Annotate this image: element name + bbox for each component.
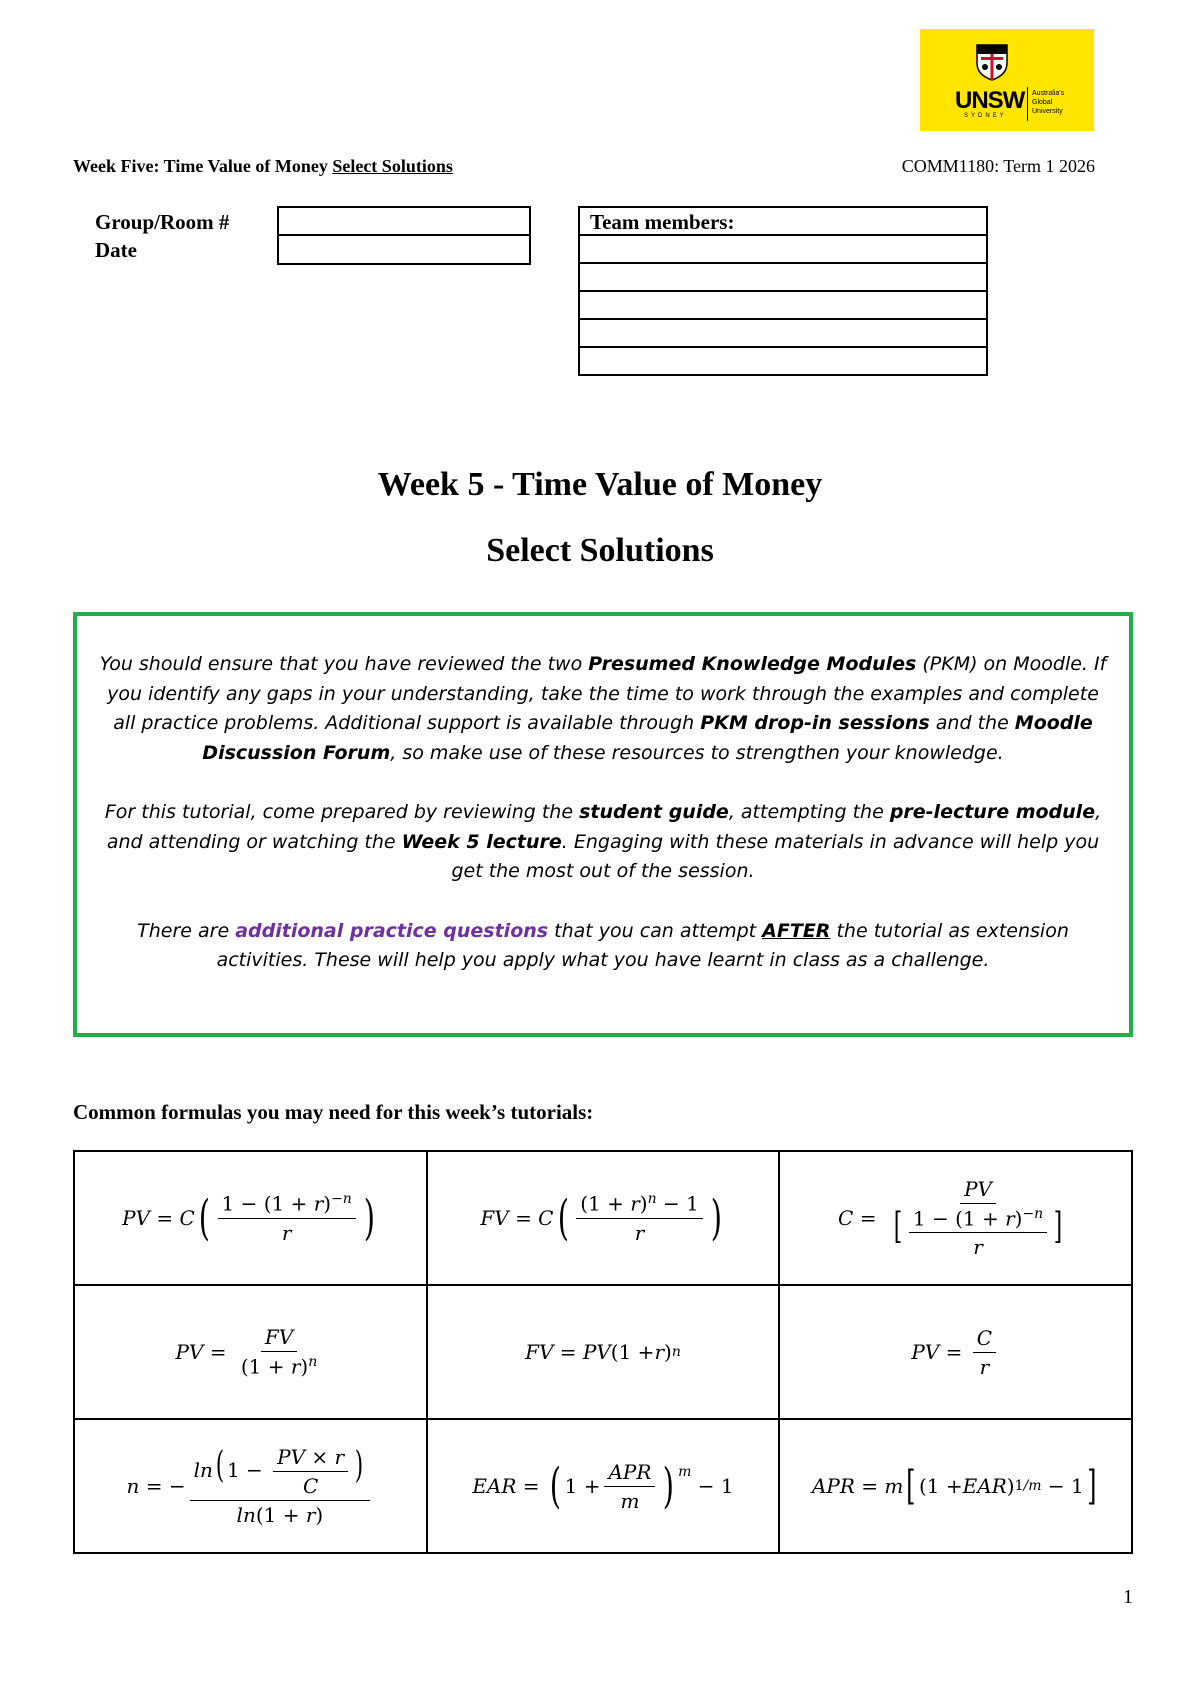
notice-emphasis: Moodle Discussion Forum [202, 712, 1093, 764]
unsw-logo [920, 29, 1094, 131]
notice-text: , attempting the [728, 801, 890, 823]
course-code: COMM1180: Term 1 2026 [901, 156, 1095, 176]
formula-perpetuity: PV = $\frac{C}{r}$ [779, 1285, 1132, 1419]
header-title-underlined: Select Solutions [332, 156, 453, 176]
team-header-row [578, 206, 988, 236]
notice-text: that you can attempt [548, 919, 763, 942]
logo-brand: UNSW [955, 87, 1025, 114]
notice-emphasis: Week 5 lecture [401, 830, 562, 853]
notice-emphasis-after: AFTER [762, 919, 831, 942]
notice-box [73, 612, 1133, 1037]
notice-paragraph-2 [97, 798, 1109, 887]
team-member-field[interactable] [578, 264, 988, 292]
notice-paragraph-1 [97, 650, 1109, 768]
notice-text: . Engaging with these materials in advance will help you get the most out of the session. [451, 830, 1100, 882]
date-label: Date [95, 238, 137, 262]
page-subtitle: Select Solutions [486, 532, 714, 569]
formula-pv-single: PV = $\frac{FV}{(1 + r)^n}$ [74, 1285, 427, 1419]
formula-pv-annuity: PV = C ( $\frac{1 - (1 + r)^{-n}}{r}$ ) [74, 1151, 427, 1285]
notice-emphasis: Presumed Knowledge Modules [588, 653, 917, 675]
additional-practice-link: additional practice questions [235, 919, 549, 942]
formula-fv-annuity: FV = C ( $\frac{(1 + r)^n - 1}{r}$ ) [427, 1151, 780, 1285]
logo-tagline [1032, 89, 1064, 116]
team-header: Team members: [590, 210, 735, 234]
notice-text: There are [137, 919, 236, 942]
notice-text: (PKM) on Moodle. If you identify any gaps in your understanding, take the time to work through the examples and complete all practice problems. Additional support is available through [107, 653, 1107, 734]
document-header-left [73, 156, 453, 177]
notice-text: You should ensure that you have reviewed the two [99, 653, 589, 675]
group-room-label: Group/Room # [95, 210, 230, 234]
notice-text: , and attending or watching the [106, 801, 1102, 853]
group-room-field[interactable] [277, 206, 531, 236]
formula-annuity-payment: C = PV [ $\frac{1 - (1 + r)^{-n}}{r}$ ] [779, 1151, 1132, 1285]
logo-tag-line: Global [1032, 99, 1053, 106]
notice-paragraph-3 [97, 917, 1109, 976]
formula-number-of-periods: n = − ln( 1 − $\frac{PV \times r}{C}$ ) ln(1 + r) [74, 1419, 427, 1553]
logo-tag-line: Australia's [1032, 90, 1065, 97]
formulas-heading: Common formulas you may need for this week’s tutorials: [73, 1100, 594, 1124]
team-member-field[interactable] [578, 348, 988, 376]
notice-text: and the [929, 712, 1015, 734]
team-members-table [578, 206, 988, 376]
team-member-field[interactable] [578, 236, 988, 264]
page-title: Week 5 - Time Value of Money [377, 466, 823, 503]
formula-ear: EAR = ( 1 + $\frac{\text{APR}}{m}$ ) m − 1 [427, 1419, 780, 1553]
formula-apr: APR = m [ (1 + EAR ) 1/m − 1 ] [779, 1419, 1132, 1553]
notice-emphasis: pre-lecture module [889, 801, 1096, 823]
unsw-crest-icon [975, 43, 1009, 81]
team-member-field[interactable] [578, 320, 988, 348]
notice-text: the tutorial as extension activities. These will help you apply what you have learnt in class as a challenge. [216, 919, 1069, 971]
team-member-field[interactable] [578, 292, 988, 320]
page-number: 1 [1123, 1586, 1133, 1608]
notice-text: , so make use of these resources to strengthen your knowledge. [390, 741, 1004, 764]
notice-text: For this tutorial, come prepared by reviewing the [104, 801, 580, 823]
date-field[interactable] [277, 236, 531, 265]
logo-subtitle: SYDNEY [964, 113, 1007, 119]
notice-emphasis: student guide [579, 801, 729, 823]
logo-tag-line: University [1032, 108, 1063, 115]
formula-fv-single: FV = PV (1 + r ) n [427, 1285, 780, 1419]
header-title: Week Five: Time Value of Money [73, 156, 333, 176]
notice-emphasis: PKM drop-in sessions [700, 712, 930, 734]
logo-divider [1027, 87, 1028, 121]
formulas-table [73, 1150, 1133, 1554]
